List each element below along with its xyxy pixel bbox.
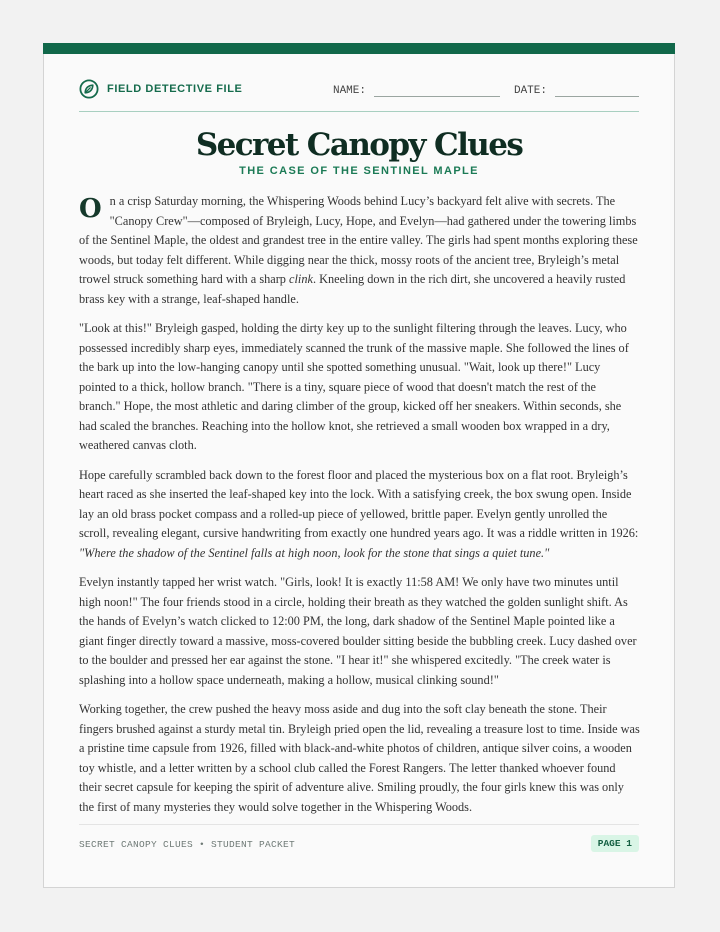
paragraph-1-text-b: . Kneeling down in the rich dirt, she uncovered a heavily rusted brass key with a strange, leaf-shaped handle. (79, 272, 626, 306)
page-subtitle: THE CASE OF THE SENTINEL MAPLE (239, 165, 479, 177)
name-label: NAME: (332, 85, 366, 97)
riddle-text: "Where the shadow of the Sentinel falls at high noon, look for the stone that sings a quiet tune." (79, 545, 550, 560)
page-number-badge: PAGE 1 (591, 835, 639, 852)
worksheet-page (43, 43, 675, 888)
story-body (79, 192, 640, 827)
date-label: DATE: (513, 85, 547, 97)
date-field[interactable] (555, 86, 639, 97)
page-header (79, 77, 639, 112)
top-accent-bar (43, 43, 675, 54)
paragraph-1-emphasis: clink (289, 272, 313, 286)
compass-leaf-icon (79, 79, 99, 99)
paragraph-2: "Look at this!" Bryleigh gasped, holding the dirty key up to the sunlight filtering through the leaves. Lucy, who possessed incredibly sharp eyes, immediately scanned the trunk of the massive maple. She followed the lines of the bark up into the low-hanging canopy until she spotted something unusual. "Wait, look up there!" Lucy pointed to a thick, hollow branch. "There is a tiny, square piece of wood that doesn't match the rest of the branch." Hope, the most athletic and daring climber of the group, kicked off her sneakers. Within seconds, she had scaled the branches. Reaching into the hollow knot, she retrieved a small wooden box wrapped in a dry, weathered canvas cloth. (79, 321, 629, 452)
paragraph-1-text-a: n a crisp Saturday morning, the Whispering Woods behind Lucy’s backyard felt alive with secrets. The "Canopy Crew"—composed of Bryleigh, Lucy, Hope, and Evelyn—had gathered under the towering limbs of the Sentinel Maple, the oldest and grandest tree in the entire valley. The girls had spent months exploring these woods, but today felt different. While digging near the thick, mossy roots of the ancient tree, Bryleigh’s metal trowel struck something hard with a sharp (79, 194, 638, 286)
page-footer (79, 824, 639, 863)
brand (79, 79, 242, 99)
name-field[interactable] (374, 86, 500, 97)
footer-text: SECRET CANOPY CLUES • STUDENT PACKET (79, 839, 296, 850)
paragraph-1 (79, 192, 640, 309)
drop-cap: O (79, 194, 102, 224)
brand-label: FIELD DETECTIVE FILE (107, 83, 243, 95)
student-fields (333, 85, 639, 97)
paragraph-5: Working together, the crew pushed the heavy moss aside and dug into the soft clay beneath the stone. Their fingers brushed against a sturdy metal tin. Bryleigh pried open the lid, revealing a treasure lost to time. Inside was a pristine time capsule from 1926, filled with black-and-white photos of children, antique silver coins, a wooden toy whistle, and a letter written by a school club called the Forest Rangers. The letter thanked whoever found their secret capsule for keeping the spirit of adventure alive. Smiling proudly, the four girls knew this was only the first of many mysteries they would solve together in the Whispering Woods. (79, 702, 640, 814)
paragraph-4: Evelyn instantly tapped her wrist watch. "Girls, look! It is exactly 11:58 AM! We only have two minutes until high noon!" The four friends stood in a circle, holding their breath as they watched the golden sunlight shift. As the hands of Evelyn’s watch clicked to 12:00 PM, the long, dark shadow of the Sentinel Maple pointed like a giant finger directly toward a massive, moss-covered boulder sitting beside the bubbling creek. Lucy dashed over to the boulder and pressed her ear against the stone. "I hear it!" she whispered excitedly. "The creek water is splashing into a hollow space underneath, making a hollow, musical clinking sound!" (79, 575, 637, 687)
paragraph-3 (79, 466, 640, 564)
page-title: Secret Canopy Clues (195, 127, 523, 163)
paragraph-3-text: Hope carefully scrambled back down to the forest floor and placed the mysterious box on a flat root. Bryleigh’s heart raced as she inserted the leaf-shaped key into the lock. With a satisfying creek, the box swung open. Inside lay an old brass pocket compass and a rolled-up piece of yellowed, brittle paper. Evelyn gently unrolled the scroll, revealing elegant, cursive handwriting from exactly one hundred years ago. It was a riddle written in 1926: (79, 467, 639, 540)
